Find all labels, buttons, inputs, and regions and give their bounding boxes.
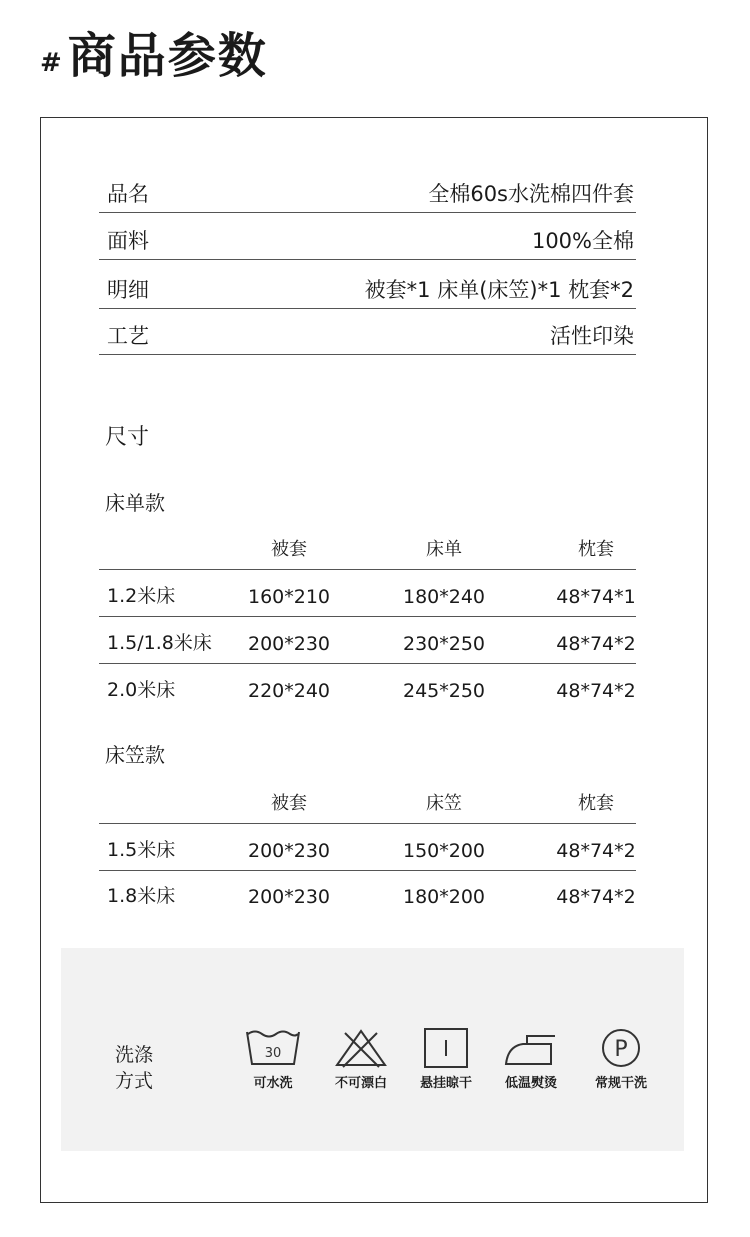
wash-item-hang-dry — [401, 1028, 491, 1091]
table-row — [99, 825, 636, 871]
wash-item-dry-clean — [576, 1028, 666, 1091]
wash-item-label: 悬挂晾干 — [419, 1076, 472, 1091]
bed-size: 1.5/1.8米床 — [107, 632, 212, 654]
sheet-table-header — [99, 524, 636, 570]
spec-row-fabric — [99, 216, 636, 260]
pillowcase-size: 48*74*2 — [556, 633, 636, 655]
sheet-style-title: 床单款 — [105, 491, 165, 515]
duvet-size: 160*210 — [247, 586, 331, 608]
duvet-size: 200*230 — [247, 886, 331, 908]
duvet-size: 200*230 — [247, 633, 331, 655]
hang-dry-icon — [418, 1028, 474, 1068]
spec-label: 面料 — [107, 229, 149, 253]
spec-value: 100%全棉 — [531, 229, 634, 253]
header-cell: 床笠 — [426, 793, 462, 814]
wash-item-label: 可水洗 — [253, 1076, 293, 1091]
wash-item-machine — [228, 1028, 318, 1091]
spec-label: 工艺 — [107, 324, 149, 348]
bed-size: 2.0米床 — [107, 679, 176, 701]
header-cell: 床单 — [426, 539, 462, 560]
dry-clean-symbol: P — [614, 1037, 628, 1062]
header-cell: 枕套 — [578, 539, 614, 560]
wash-item-label: 常规干洗 — [594, 1076, 647, 1091]
dry-clean-p-icon — [593, 1028, 649, 1068]
header-cell: 被套 — [271, 539, 307, 560]
bed-size: 1.2米床 — [107, 585, 176, 607]
spec-label: 品名 — [107, 182, 149, 206]
size-title: 尺寸 — [105, 425, 150, 450]
fitted-table-header — [99, 778, 636, 824]
sheet-size: 180*240 — [402, 586, 486, 608]
spec-value: 被套*1 床单(床笠)*1 枕套*2 — [364, 278, 634, 302]
wash-temp: 30 — [264, 1046, 282, 1061]
wash-item-label: 低温熨烫 — [504, 1076, 557, 1091]
duvet-size: 200*230 — [247, 840, 331, 862]
no-bleach-icon — [333, 1028, 389, 1068]
fitted-style-title: 床笠款 — [105, 743, 165, 767]
washing-label-line2: 方式 — [115, 1070, 154, 1092]
params-panel — [40, 117, 708, 1203]
low-iron-icon — [503, 1028, 559, 1068]
page-title: 商品参数 — [67, 28, 268, 84]
pillowcase-size: 48*74*2 — [556, 680, 636, 702]
wash-item-no-bleach — [316, 1028, 406, 1091]
hash-mark: # — [40, 48, 62, 78]
header-cell: 被套 — [271, 793, 307, 814]
table-row — [99, 618, 636, 664]
pillowcase-size: 48*74*1 — [556, 586, 636, 608]
sheet-size: 230*250 — [402, 633, 486, 655]
washing-label — [115, 1042, 153, 1094]
spec-row-detail — [99, 265, 636, 309]
table-row — [99, 571, 636, 617]
pillowcase-size: 48*74*2 — [556, 840, 636, 862]
bed-size: 1.5米床 — [107, 839, 176, 861]
wash-item-label: 不可漂白 — [334, 1076, 387, 1091]
fitted-sheet-size: 150*200 — [402, 840, 486, 862]
duvet-size: 220*240 — [247, 680, 331, 702]
wash-item-low-iron — [486, 1028, 576, 1091]
spec-value: 活性印染 — [550, 324, 634, 348]
table-row — [99, 664, 636, 710]
bed-size: 1.8米床 — [107, 885, 176, 907]
page-header — [40, 26, 268, 86]
washing-panel — [61, 948, 684, 1151]
fitted-sheet-size: 180*200 — [402, 886, 486, 908]
washing-label-line1: 洗涤 — [115, 1044, 154, 1066]
spec-label: 明细 — [107, 278, 149, 302]
spec-row-craft — [99, 311, 636, 355]
wash-tub-30-icon — [245, 1028, 301, 1068]
sheet-size: 245*250 — [402, 680, 486, 702]
header-cell: 枕套 — [578, 793, 614, 814]
pillowcase-size: 48*74*2 — [556, 886, 636, 908]
table-row — [99, 870, 636, 916]
spec-row-name — [99, 169, 636, 213]
spec-value: 全棉60s水洗棉四件套 — [428, 182, 634, 206]
